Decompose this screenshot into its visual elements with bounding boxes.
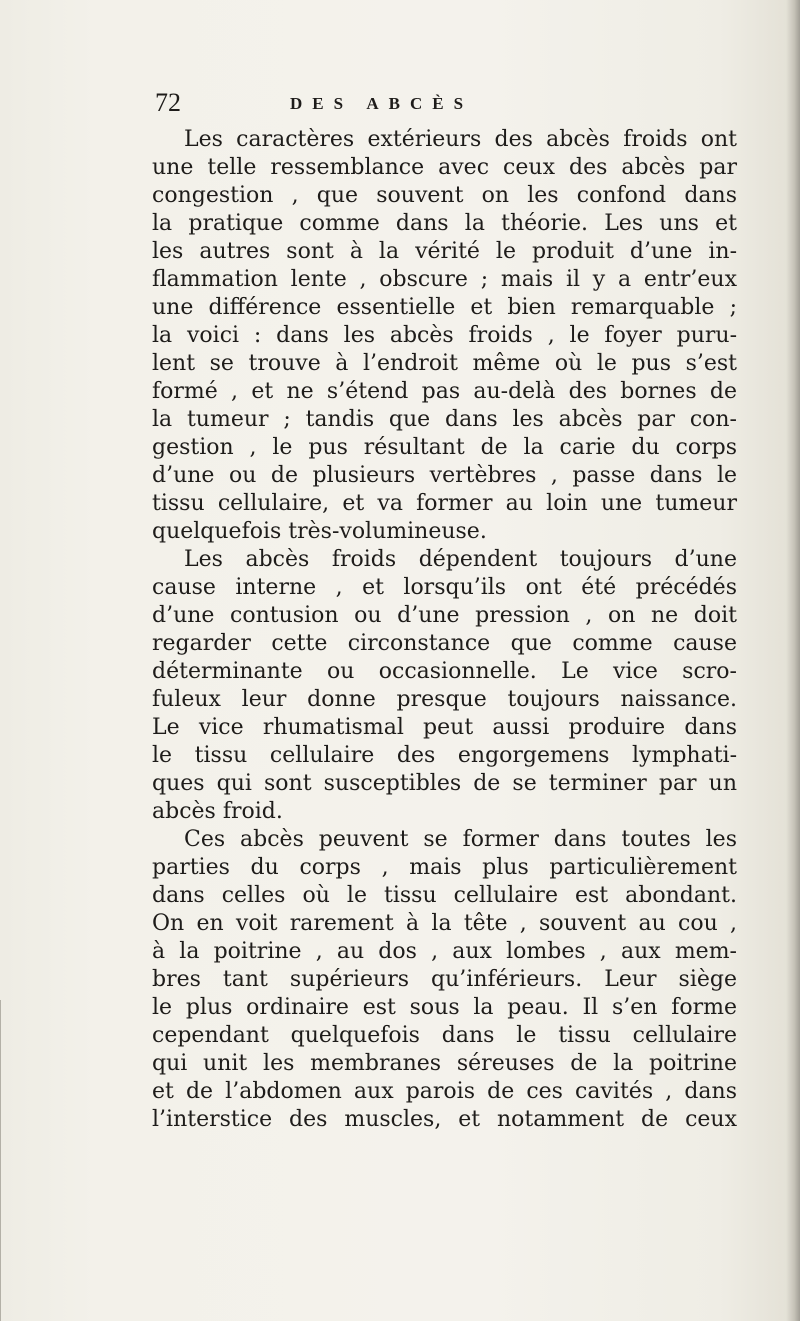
text-line: cependant quelquefois dans le tissu cellulaire <box>152 1023 737 1048</box>
text-line: abcès froid. <box>152 799 283 824</box>
text-line: bres tant supérieurs qu’inférieurs. Leur siège <box>152 967 737 992</box>
text-line: On en voit rarement à la tête , souvent au cou , <box>152 911 737 936</box>
page-edge-shadow <box>786 0 800 1321</box>
text-line: la pratique comme dans la théorie. Les uns et <box>152 211 737 236</box>
text-line: la tumeur ; tandis que dans les abcès par con- <box>152 407 737 432</box>
text-line: d’une contusion ou d’une pression , on ne doit <box>152 603 737 628</box>
text-line: d’une ou de plusieurs vertèbres , passe dans le <box>152 463 737 488</box>
text-line: le tissu cellulaire des engorgemens lymphati- <box>152 743 737 768</box>
text-line: une différence essentielle et bien remarquable ; <box>152 295 737 320</box>
text-line: qui unit les membranes séreuses de la poitrine <box>152 1051 737 1076</box>
text-line: une telle ressemblance avec ceux des abcès par <box>152 155 737 180</box>
body-text <box>152 126 737 1134</box>
page-number: 72 <box>155 88 181 117</box>
text-line: fuleux leur donne presque toujours naissance. <box>152 687 737 712</box>
text-line: Les abcès froids dépendent toujours d’une <box>184 547 737 572</box>
text-line: lent se trouve à l’endroit même où le pus s’est <box>152 351 737 376</box>
text-line: congestion , que souvent on les confond dans <box>152 183 737 208</box>
text-line: l’interstice des muscles, et notamment de ceux <box>152 1107 737 1132</box>
text-line: Le vice rhumatismal peut aussi produire dans <box>152 715 737 740</box>
text-line: Ces abcès peuvent se former dans toutes les <box>184 827 737 852</box>
text-line: parties du corps , mais plus particulièrement <box>152 855 737 880</box>
binding-edge <box>0 1000 11 1321</box>
running-head <box>155 88 655 118</box>
text-line: regarder cette circonstance que comme cause <box>152 631 737 656</box>
text-line: et de l’abdomen aux parois de ces cavités , dans <box>152 1079 737 1104</box>
text-line: tissu cellulaire, et va former au loin une tumeur <box>152 491 737 516</box>
text-line: les autres sont à la vérité le produit d’une in- <box>152 239 737 264</box>
text-line: dans celles où le tissu cellulaire est abondant. <box>152 883 737 908</box>
text-line: Les caractères extérieurs des abcès froids ont <box>184 127 737 152</box>
text-line: gestion , le pus résultant de la carie du corps <box>152 435 737 460</box>
text-line: flammation lente , obscure ; mais il y a entr’eux <box>152 267 737 292</box>
text-line: ques qui sont susceptibles de se terminer par un <box>152 771 737 796</box>
text-line: la voici : dans les abcès froids , le foyer puru- <box>152 323 737 348</box>
text-line: cause interne , et lorsqu’ils ont été précédés <box>152 575 737 600</box>
text-line: le plus ordinaire est sous la peau. Il s’en forme <box>152 995 737 1020</box>
text-line: à la poitrine , au dos , aux lombes , aux mem- <box>152 939 737 964</box>
text-line: déterminante ou occasionnelle. Le vice scro- <box>152 659 737 684</box>
text-line: formé , et ne s’étend pas au-delà des bornes de <box>152 379 737 404</box>
text-line: quelquefois très-volumineuse. <box>152 519 487 544</box>
running-title: DES ABCÈS <box>290 94 474 113</box>
